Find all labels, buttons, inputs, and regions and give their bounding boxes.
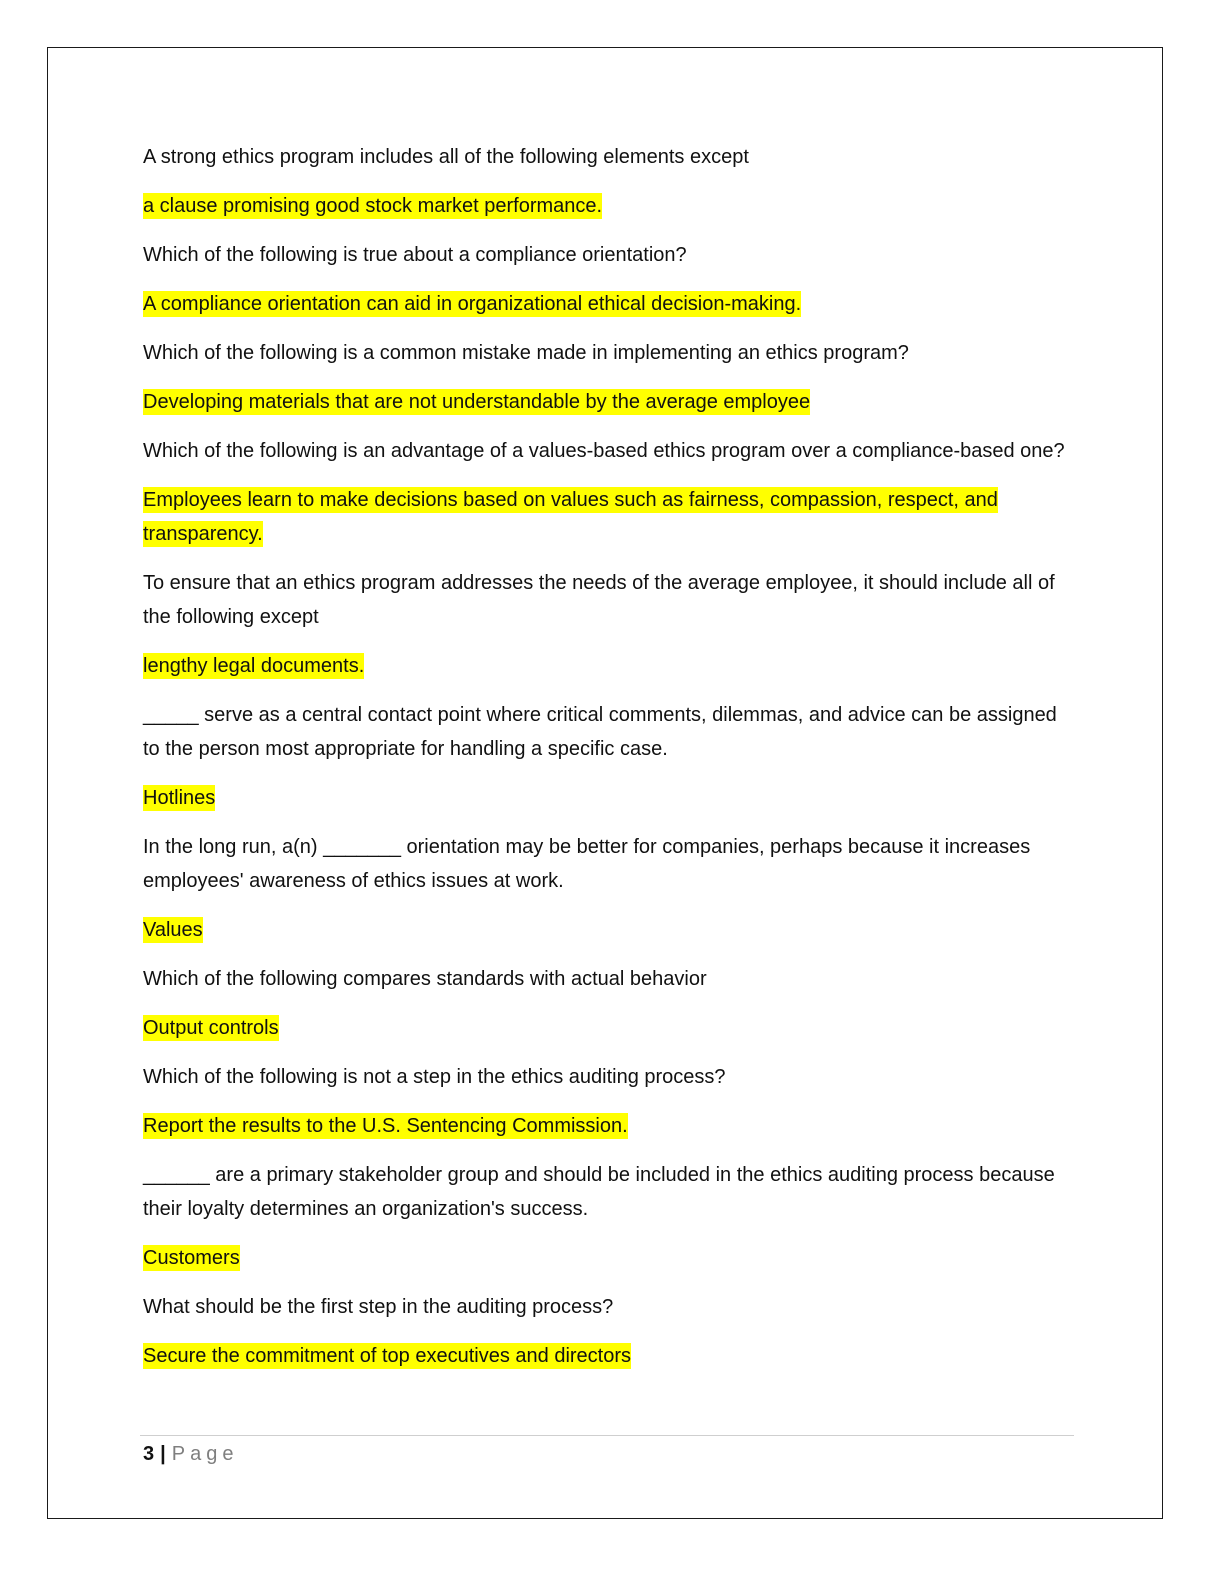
answer-1-highlight: a clause promising good stock market performance. [143, 195, 603, 217]
question-11: What should be the first step in the auditing process? [143, 1296, 614, 1318]
answer-7 [143, 913, 1073, 947]
question-9: Which of the following is not a step in the ethics auditing process? [143, 1066, 726, 1088]
answer-9 [143, 1109, 1073, 1143]
answer-11-highlight: Secure the commitment of top executives and directors [143, 1345, 632, 1367]
answer-1 [143, 189, 1073, 223]
question-8: Which of the following compares standards with actual behavior [143, 968, 707, 990]
footer-rule [140, 1435, 1074, 1436]
answer-3-highlight: Developing materials that are not understandable by the average employee [143, 391, 811, 413]
answer-7-highlight: Values [143, 919, 203, 941]
answer-2 [143, 287, 1073, 321]
answer-6-highlight: Hotlines [143, 787, 216, 809]
answer-4-highlight: Employees learn to make decisions based on values such as fairness, compassion, respect, and transparency. [143, 489, 998, 545]
answer-11 [143, 1339, 1073, 1373]
question-7: In the long run, a(n) _______ orientation may be better for companies, perhaps because it increases employees' awareness of ethics issues at work. [143, 836, 1031, 892]
question-3: Which of the following is a common mistake made in implementing an ethics program? [143, 342, 909, 364]
answer-6 [143, 781, 1073, 815]
page-footer [143, 1440, 238, 1468]
answer-8-highlight: Output controls [143, 1017, 279, 1039]
question-2: Which of the following is true about a compliance orientation? [143, 244, 687, 266]
answer-8 [143, 1011, 1073, 1045]
answer-3 [143, 385, 1073, 419]
answer-2-highlight: A compliance orientation can aid in organizational ethical decision-making. [143, 293, 802, 315]
question-5: To ensure that an ethics program addresses the needs of the average employee, it should include all of the following except [143, 572, 1055, 628]
answer-4 [143, 483, 1073, 551]
answer-5 [143, 649, 1073, 683]
answer-5-highlight: lengthy legal documents. [143, 655, 365, 677]
page-label: Page [171, 1443, 239, 1465]
question-6: _____ serve as a central contact point where critical comments, dilemmas, and advice can be assigned to the person most appropriate for handling a specific case. [143, 704, 1057, 760]
answer-9-highlight: Report the results to the U.S. Sentencing Commission. [143, 1115, 628, 1137]
question-1: A strong ethics program includes all of the following elements except [143, 146, 749, 168]
question-10: ______ are a primary stakeholder group and should be included in the ethics auditing process because their loyalty determines an organization's success. [143, 1164, 1055, 1220]
answer-10 [143, 1241, 1073, 1275]
document-body [143, 140, 1073, 1388]
answer-10-highlight: Customers [143, 1247, 240, 1269]
page-number: 3 [143, 1443, 155, 1465]
footer-separator: | [160, 1443, 166, 1465]
question-4: Which of the following is an advantage of a values-based ethics program over a compliance-based one? [143, 440, 1065, 462]
